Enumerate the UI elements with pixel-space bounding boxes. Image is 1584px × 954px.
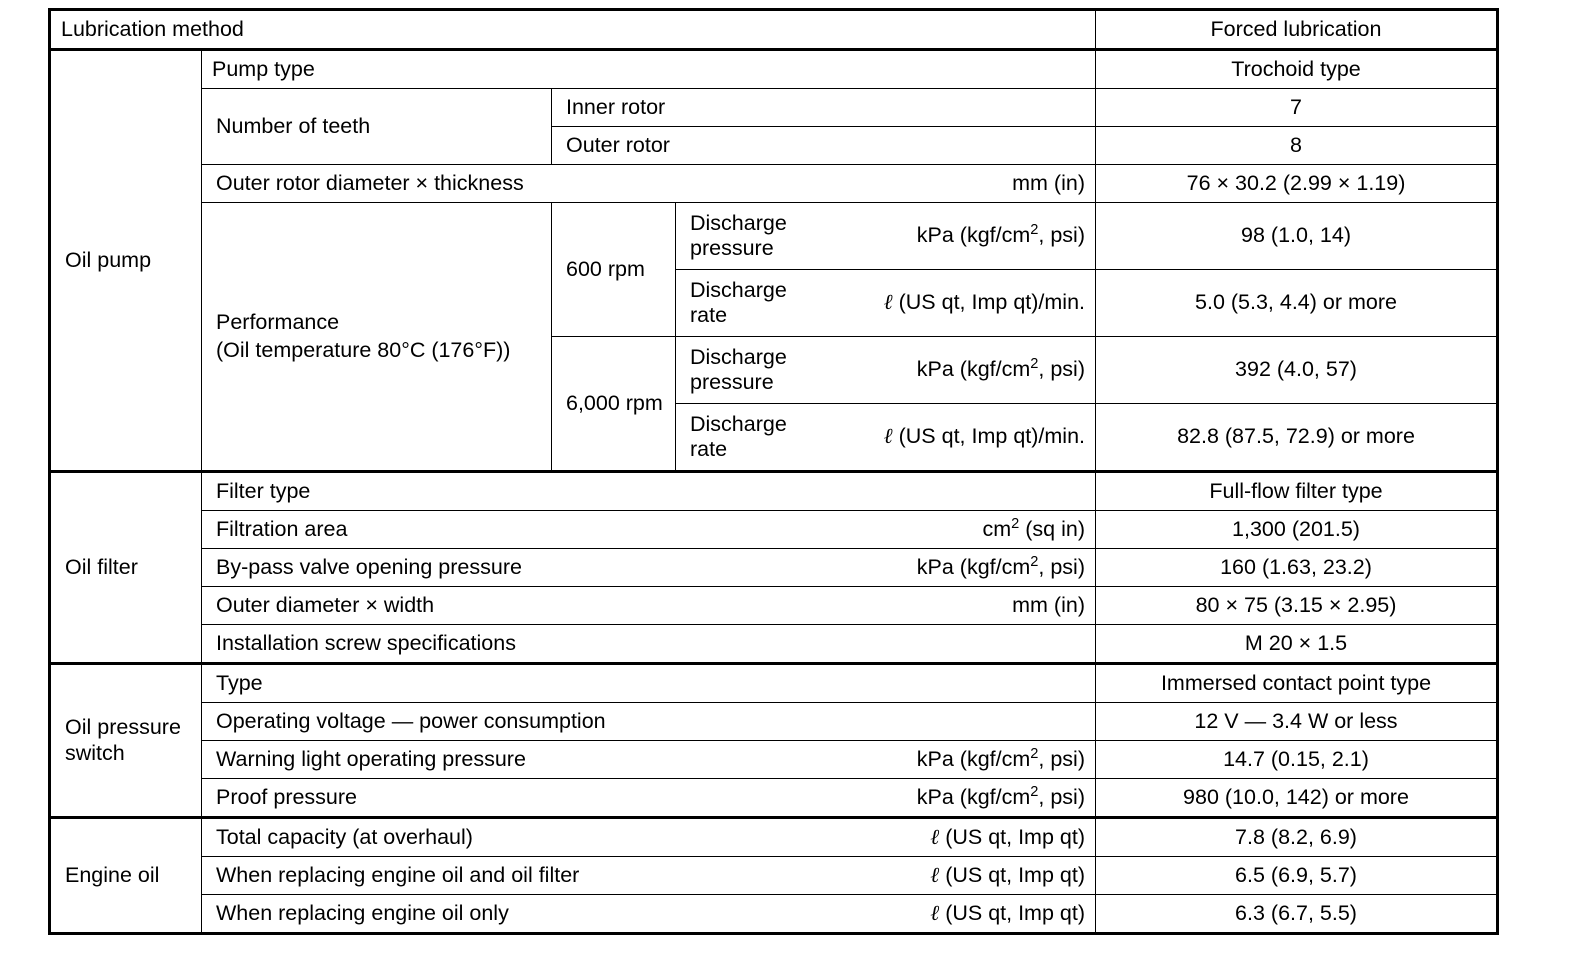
cell-installation-screw-value	[1096, 625, 1498, 664]
filter-type-row	[202, 476, 1095, 507]
discharge-rate-600-value: 5.0 (5.3, 4.4) or more	[1195, 290, 1397, 315]
rpm-6000-label: 6,000 rpm	[566, 390, 663, 415]
filter-outer-diameter-unit: mm (in)	[1012, 592, 1085, 617]
switch-type-value: Immersed contact point type	[1160, 670, 1432, 695]
group-label-line1: Oil pressure	[65, 714, 181, 739]
proof-pressure-label: Proof pressure	[216, 784, 358, 809]
outer-rotor-label: Outer rotor	[566, 132, 670, 157]
cell-warning-light-pressure-value	[1096, 741, 1498, 779]
filtration-area-label: Filtration area	[216, 516, 348, 541]
cell-outer-rotor-dimension-value	[1096, 165, 1498, 203]
cell-filtration-area-value	[1096, 511, 1498, 549]
cell-group-oil-filter	[50, 472, 202, 664]
table-row	[50, 779, 1498, 818]
warning-light-pressure-row	[202, 744, 1095, 775]
unit-suffix: , psi)	[1038, 784, 1085, 809]
cell-bypass-valve-label	[202, 549, 1096, 587]
total-capacity-row	[202, 822, 1095, 853]
discharge-rate-6000-unit	[872, 424, 1085, 449]
unit-text: (US qt, Imp qt)/min.	[898, 424, 1085, 449]
filtration-area-row	[202, 514, 1095, 545]
replace-oil-and-filter-unit	[916, 863, 1085, 888]
cell-switch-type-value	[1096, 664, 1498, 703]
litre-symbol: ℓ	[883, 424, 893, 449]
filter-outer-diameter-label: Outer diameter × width	[216, 592, 435, 617]
cell-inner-rotor-label	[552, 89, 1096, 127]
cell-lubrication-method-value	[1096, 10, 1498, 50]
group-label-line2: switch	[65, 740, 125, 765]
unit-text: (US qt, Imp qt)	[945, 900, 1085, 925]
unit-suffix: , psi)	[1038, 746, 1085, 771]
warning-light-pressure-label: Warning light operating pressure	[216, 746, 526, 771]
table-row	[50, 625, 1498, 664]
cell-replace-oil-only-label	[202, 895, 1096, 934]
unit-prefix: kPa (kgf/cm	[916, 223, 1031, 248]
cell-total-capacity-label	[202, 818, 1096, 857]
unit-text: (US qt, Imp qt)/min.	[898, 290, 1085, 315]
inner-rotor-value: 7	[1290, 94, 1302, 119]
cell-replace-oil-only-value	[1096, 895, 1498, 934]
discharge-pressure-6000-label-line2: pressure	[690, 370, 774, 394]
cell-6000-discharge-pressure-value	[1096, 337, 1498, 404]
cell-600-discharge-rate-label	[676, 270, 1096, 337]
cell-filter-outer-diameter-label	[202, 587, 1096, 625]
table-row	[50, 664, 1498, 703]
filter-type-label: Filter type	[216, 478, 311, 503]
discharge-pressure-6000-value: 392 (4.0, 57)	[1235, 357, 1357, 382]
performance-label-line1: Performance	[216, 309, 340, 334]
discharge-rate-600-row	[676, 276, 1095, 331]
replace-oil-only-row	[202, 898, 1095, 929]
cell-proof-pressure-value	[1096, 779, 1498, 818]
litre-symbol: ℓ	[930, 824, 940, 849]
bypass-valve-label: By-pass valve opening pressure	[216, 554, 522, 579]
cell-600-discharge-rate-value	[1096, 270, 1498, 337]
outer-rotor-dimension-unit: mm (in)	[1012, 170, 1085, 195]
discharge-rate-6000-value: 82.8 (87.5, 72.9) or more	[1177, 424, 1415, 449]
performance-label-line2: (Oil temperature 80°C (176°F))	[216, 337, 511, 362]
replace-oil-and-filter-label: When replacing engine oil and oil filter	[216, 862, 580, 887]
unit-prefix: kPa (kgf/cm	[916, 357, 1031, 382]
table-row	[50, 895, 1498, 934]
cell-rpm-6000	[552, 337, 676, 472]
proof-pressure-unit	[903, 785, 1085, 810]
unit-suffix: (sq in)	[1019, 516, 1085, 541]
table-row	[50, 857, 1498, 895]
unit-text: (US qt, Imp qt)	[945, 862, 1085, 887]
discharge-pressure-600-unit	[905, 223, 1085, 248]
installation-screw-label: Installation screw specifications	[216, 630, 516, 655]
discharge-pressure-600-label	[690, 211, 787, 262]
discharge-pressure-600-label-line2: pressure	[690, 236, 774, 260]
replace-oil-only-value: 6.3 (6.7, 5.5)	[1235, 900, 1357, 925]
group-label-oil-pump: Oil pump	[65, 247, 152, 272]
cell-group-engine-oil	[50, 818, 202, 934]
discharge-rate-6000-label-line2: rate	[690, 437, 728, 461]
unit-suffix: , psi)	[1038, 223, 1085, 248]
bypass-valve-value: 160 (1.63, 23.2)	[1220, 554, 1372, 579]
cell-number-of-teeth-label	[202, 89, 552, 165]
unit-prefix: kPa (kgf/cm	[916, 784, 1031, 809]
pump-type-label: Pump type	[212, 56, 315, 81]
unit-superscript: 2	[1030, 222, 1039, 239]
outer-rotor-dimension-value: 76 × 30.2 (2.99 × 1.19)	[1186, 170, 1406, 195]
filtration-area-value: 1,300 (201.5)	[1232, 516, 1360, 541]
group-label-engine-oil: Engine oil	[65, 862, 160, 887]
cell-switch-type-label	[202, 664, 1096, 703]
litre-symbol: ℓ	[930, 862, 940, 887]
unit-text: (US qt, Imp qt)	[945, 824, 1085, 849]
discharge-rate-600-label	[690, 278, 787, 329]
replace-oil-and-filter-value: 6.5 (6.9, 5.7)	[1235, 862, 1357, 887]
cell-outer-rotor-dimension-label	[202, 165, 1096, 203]
cell-600-discharge-pressure-label	[676, 203, 1096, 270]
operating-voltage-row	[202, 706, 1095, 737]
lubrication-method-label: Lubrication method	[61, 16, 244, 41]
cell-lubrication-method-label	[50, 10, 1096, 50]
cell-group-oil-pump	[50, 50, 202, 472]
unit-superscript: 2	[1030, 356, 1039, 373]
discharge-rate-600-unit	[872, 290, 1085, 315]
proof-pressure-row	[202, 782, 1095, 813]
replace-oil-only-label: When replacing engine oil only	[216, 900, 509, 925]
replace-oil-and-filter-row	[202, 860, 1095, 891]
table-row	[50, 89, 1498, 127]
outer-rotor-dimension-label: Outer rotor diameter × thickness	[216, 170, 524, 195]
cell-6000-discharge-pressure-label	[676, 337, 1096, 404]
table-row	[50, 472, 1498, 511]
discharge-pressure-6000-label-line1: Discharge	[690, 344, 787, 369]
outer-rotor-dimension-row	[202, 168, 1095, 199]
unit-prefix: kPa (kgf/cm	[916, 554, 1031, 579]
table-row	[50, 549, 1498, 587]
lubrication-specifications-table	[48, 8, 1499, 935]
cell-replace-oil-and-filter-label	[202, 857, 1096, 895]
table-row	[50, 165, 1498, 203]
unit-superscript: 2	[1011, 515, 1020, 532]
discharge-rate-600-label-line2: rate	[690, 303, 728, 327]
group-label-oil-pressure-switch	[51, 715, 201, 767]
unit-suffix: , psi)	[1038, 357, 1085, 382]
operating-voltage-value: 12 V — 3.4 W or less	[1194, 708, 1398, 733]
cell-replace-oil-and-filter-value	[1096, 857, 1498, 895]
lubrication-method-value: Forced lubrication	[1210, 16, 1382, 41]
cell-filter-outer-diameter-value	[1096, 587, 1498, 625]
cell-inner-rotor-value	[1096, 89, 1498, 127]
cell-filter-type-value	[1096, 472, 1498, 511]
cell-total-capacity-value	[1096, 818, 1498, 857]
discharge-pressure-600-row	[676, 209, 1095, 264]
total-capacity-value: 7.8 (8.2, 6.9)	[1235, 824, 1357, 849]
unit-suffix: , psi)	[1038, 554, 1085, 579]
number-of-teeth-label: Number of teeth	[216, 113, 371, 138]
cell-filtration-area-label	[202, 511, 1096, 549]
cell-pump-type-value	[1096, 50, 1498, 89]
proof-pressure-value: 980 (10.0, 142) or more	[1183, 784, 1409, 809]
table-row	[50, 50, 1498, 89]
table-row	[50, 818, 1498, 857]
cell-outer-rotor-label	[552, 127, 1096, 165]
switch-type-row	[202, 668, 1095, 699]
cell-group-oil-pressure-switch	[50, 664, 202, 818]
cell-outer-rotor-value	[1096, 127, 1498, 165]
outer-rotor-value: 8	[1290, 132, 1302, 157]
unit-superscript: 2	[1030, 553, 1039, 570]
installation-screw-row	[202, 628, 1095, 659]
discharge-rate-6000-label	[690, 412, 787, 463]
cell-pump-type-label	[202, 50, 1096, 89]
unit-prefix: kPa (kgf/cm	[916, 746, 1031, 771]
bypass-valve-unit	[903, 555, 1085, 580]
discharge-pressure-6000-label	[690, 345, 787, 396]
table-row	[50, 511, 1498, 549]
cell-operating-voltage-label	[202, 703, 1096, 741]
total-capacity-label: Total capacity (at overhaul)	[216, 824, 473, 849]
litre-symbol: ℓ	[883, 290, 893, 315]
total-capacity-unit	[916, 825, 1085, 850]
discharge-pressure-600-value: 98 (1.0, 14)	[1241, 223, 1351, 248]
cell-filter-type-label	[202, 472, 1096, 511]
discharge-rate-6000-row	[676, 410, 1095, 465]
inner-rotor-label: Inner rotor	[566, 94, 666, 119]
table-row	[50, 587, 1498, 625]
cell-proof-pressure-label	[202, 779, 1096, 818]
rpm-600-label: 600 rpm	[566, 256, 645, 281]
replace-oil-only-unit	[916, 901, 1085, 926]
filter-outer-diameter-row	[202, 590, 1095, 621]
discharge-rate-600-label-line1: Discharge	[690, 277, 787, 302]
switch-type-label: Type	[216, 670, 263, 695]
discharge-pressure-600-label-line1: Discharge	[690, 210, 787, 235]
warning-light-pressure-unit	[903, 747, 1085, 772]
cell-warning-light-pressure-label	[202, 741, 1096, 779]
unit-superscript: 2	[1030, 745, 1039, 762]
cell-bypass-valve-value	[1096, 549, 1498, 587]
discharge-rate-6000-label-line1: Discharge	[690, 411, 787, 436]
table-row	[50, 10, 1498, 50]
cell-rpm-600	[552, 203, 676, 337]
filter-type-value: Full-flow filter type	[1209, 478, 1383, 503]
table-row	[50, 741, 1498, 779]
table-row	[50, 703, 1498, 741]
group-label-oil-filter: Oil filter	[65, 554, 138, 579]
performance-label	[202, 306, 551, 368]
operating-voltage-label: Operating voltage — power consumption	[216, 708, 606, 733]
cell-operating-voltage-value	[1096, 703, 1498, 741]
filtration-area-unit	[968, 517, 1085, 542]
warning-light-pressure-value: 14.7 (0.15, 2.1)	[1223, 746, 1369, 771]
installation-screw-value: M 20 × 1.5	[1244, 630, 1348, 655]
bypass-valve-row	[202, 552, 1095, 583]
cell-6000-discharge-rate-value	[1096, 404, 1498, 472]
filter-outer-diameter-value: 80 × 75 (3.15 × 2.95)	[1195, 592, 1397, 617]
cell-600-discharge-pressure-value	[1096, 203, 1498, 270]
litre-symbol: ℓ	[930, 900, 940, 925]
cell-installation-screw-label	[202, 625, 1096, 664]
cell-6000-discharge-rate-label	[676, 404, 1096, 472]
pump-type-value: Trochoid type	[1231, 56, 1361, 81]
unit-superscript: 2	[1030, 783, 1039, 800]
unit-prefix: cm	[982, 516, 1012, 541]
discharge-pressure-6000-row	[676, 343, 1095, 398]
cell-performance-label	[202, 203, 552, 472]
table-row	[50, 203, 1498, 270]
discharge-pressure-6000-unit	[905, 357, 1085, 382]
